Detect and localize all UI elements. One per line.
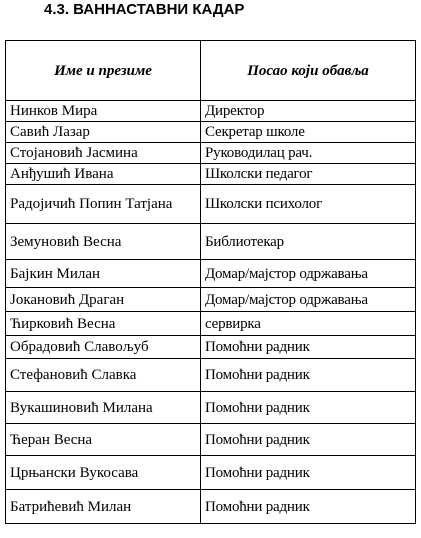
staff-job-cell: Библиотекар	[201, 224, 416, 260]
staff-name-cell: Земуновић Весна	[6, 224, 201, 260]
staff-job-cell: сервирка	[201, 312, 416, 336]
staff-job-cell: Помоћни радник	[201, 359, 416, 392]
staff-name-cell: Обрадовић Славољуб	[6, 336, 201, 359]
table-row	[6, 392, 416, 424]
staff-job-cell: Помоћни радник	[201, 424, 416, 456]
staff-job-cell: Помоћни радник	[201, 392, 416, 424]
staff-table	[5, 40, 416, 524]
table-row	[6, 185, 416, 224]
table-row	[6, 164, 416, 185]
table-row	[6, 224, 416, 260]
section-title: 4.3. ВАННАСТАВНИ КАДАР	[44, 1, 245, 18]
staff-name-cell: Радојичић Попин Татјана	[6, 185, 201, 224]
staff-job-cell: Помоћни радник	[201, 336, 416, 359]
staff-job-cell: Секретар школе	[201, 122, 416, 143]
table-row	[6, 122, 416, 143]
staff-name-cell: Црњански Вукосава	[6, 456, 201, 490]
staff-name-cell: Ћеран Весна	[6, 424, 201, 456]
staff-name-cell: Анђушић Ивана	[6, 164, 201, 185]
staff-job-cell: Помоћни радник	[201, 456, 416, 490]
table-row	[6, 101, 416, 122]
table-row	[6, 336, 416, 359]
staff-job-cell: Руководилац рач.	[201, 143, 416, 164]
table-row	[6, 490, 416, 524]
staff-name-cell: Вукашиновић Милана	[6, 392, 201, 424]
table-row	[6, 456, 416, 490]
table-row	[6, 359, 416, 392]
staff-name-cell: Стефановић Славка	[6, 359, 201, 392]
staff-name-cell: Нинков Мира	[6, 101, 201, 122]
staff-job-cell: Директор	[201, 101, 416, 122]
table-row	[6, 260, 416, 288]
staff-name-cell: Ћирковић Весна	[6, 312, 201, 336]
column-header-job: Посао који обавља	[201, 41, 416, 101]
staff-job-cell: Домар/мајстор одржавања	[201, 288, 416, 312]
table-row	[6, 143, 416, 164]
staff-name-cell: Батрићевић Милан	[6, 490, 201, 524]
staff-job-cell: Домар/мајстор одржавања	[201, 260, 416, 288]
table-row	[6, 312, 416, 336]
column-header-name: Име и презиме	[6, 41, 201, 101]
table-header-row	[6, 41, 416, 101]
table-row	[6, 424, 416, 456]
staff-name-cell: Савић Лазар	[6, 122, 201, 143]
staff-job-cell: Помоћни радник	[201, 490, 416, 524]
staff-name-cell: Јокановић Драган	[6, 288, 201, 312]
staff-name-cell: Бајкин Милан	[6, 260, 201, 288]
staff-job-cell: Школски педагог	[201, 164, 416, 185]
staff-name-cell: Стојановић Јасмина	[6, 143, 201, 164]
table-row	[6, 288, 416, 312]
staff-job-cell: Школски психолог	[201, 185, 416, 224]
